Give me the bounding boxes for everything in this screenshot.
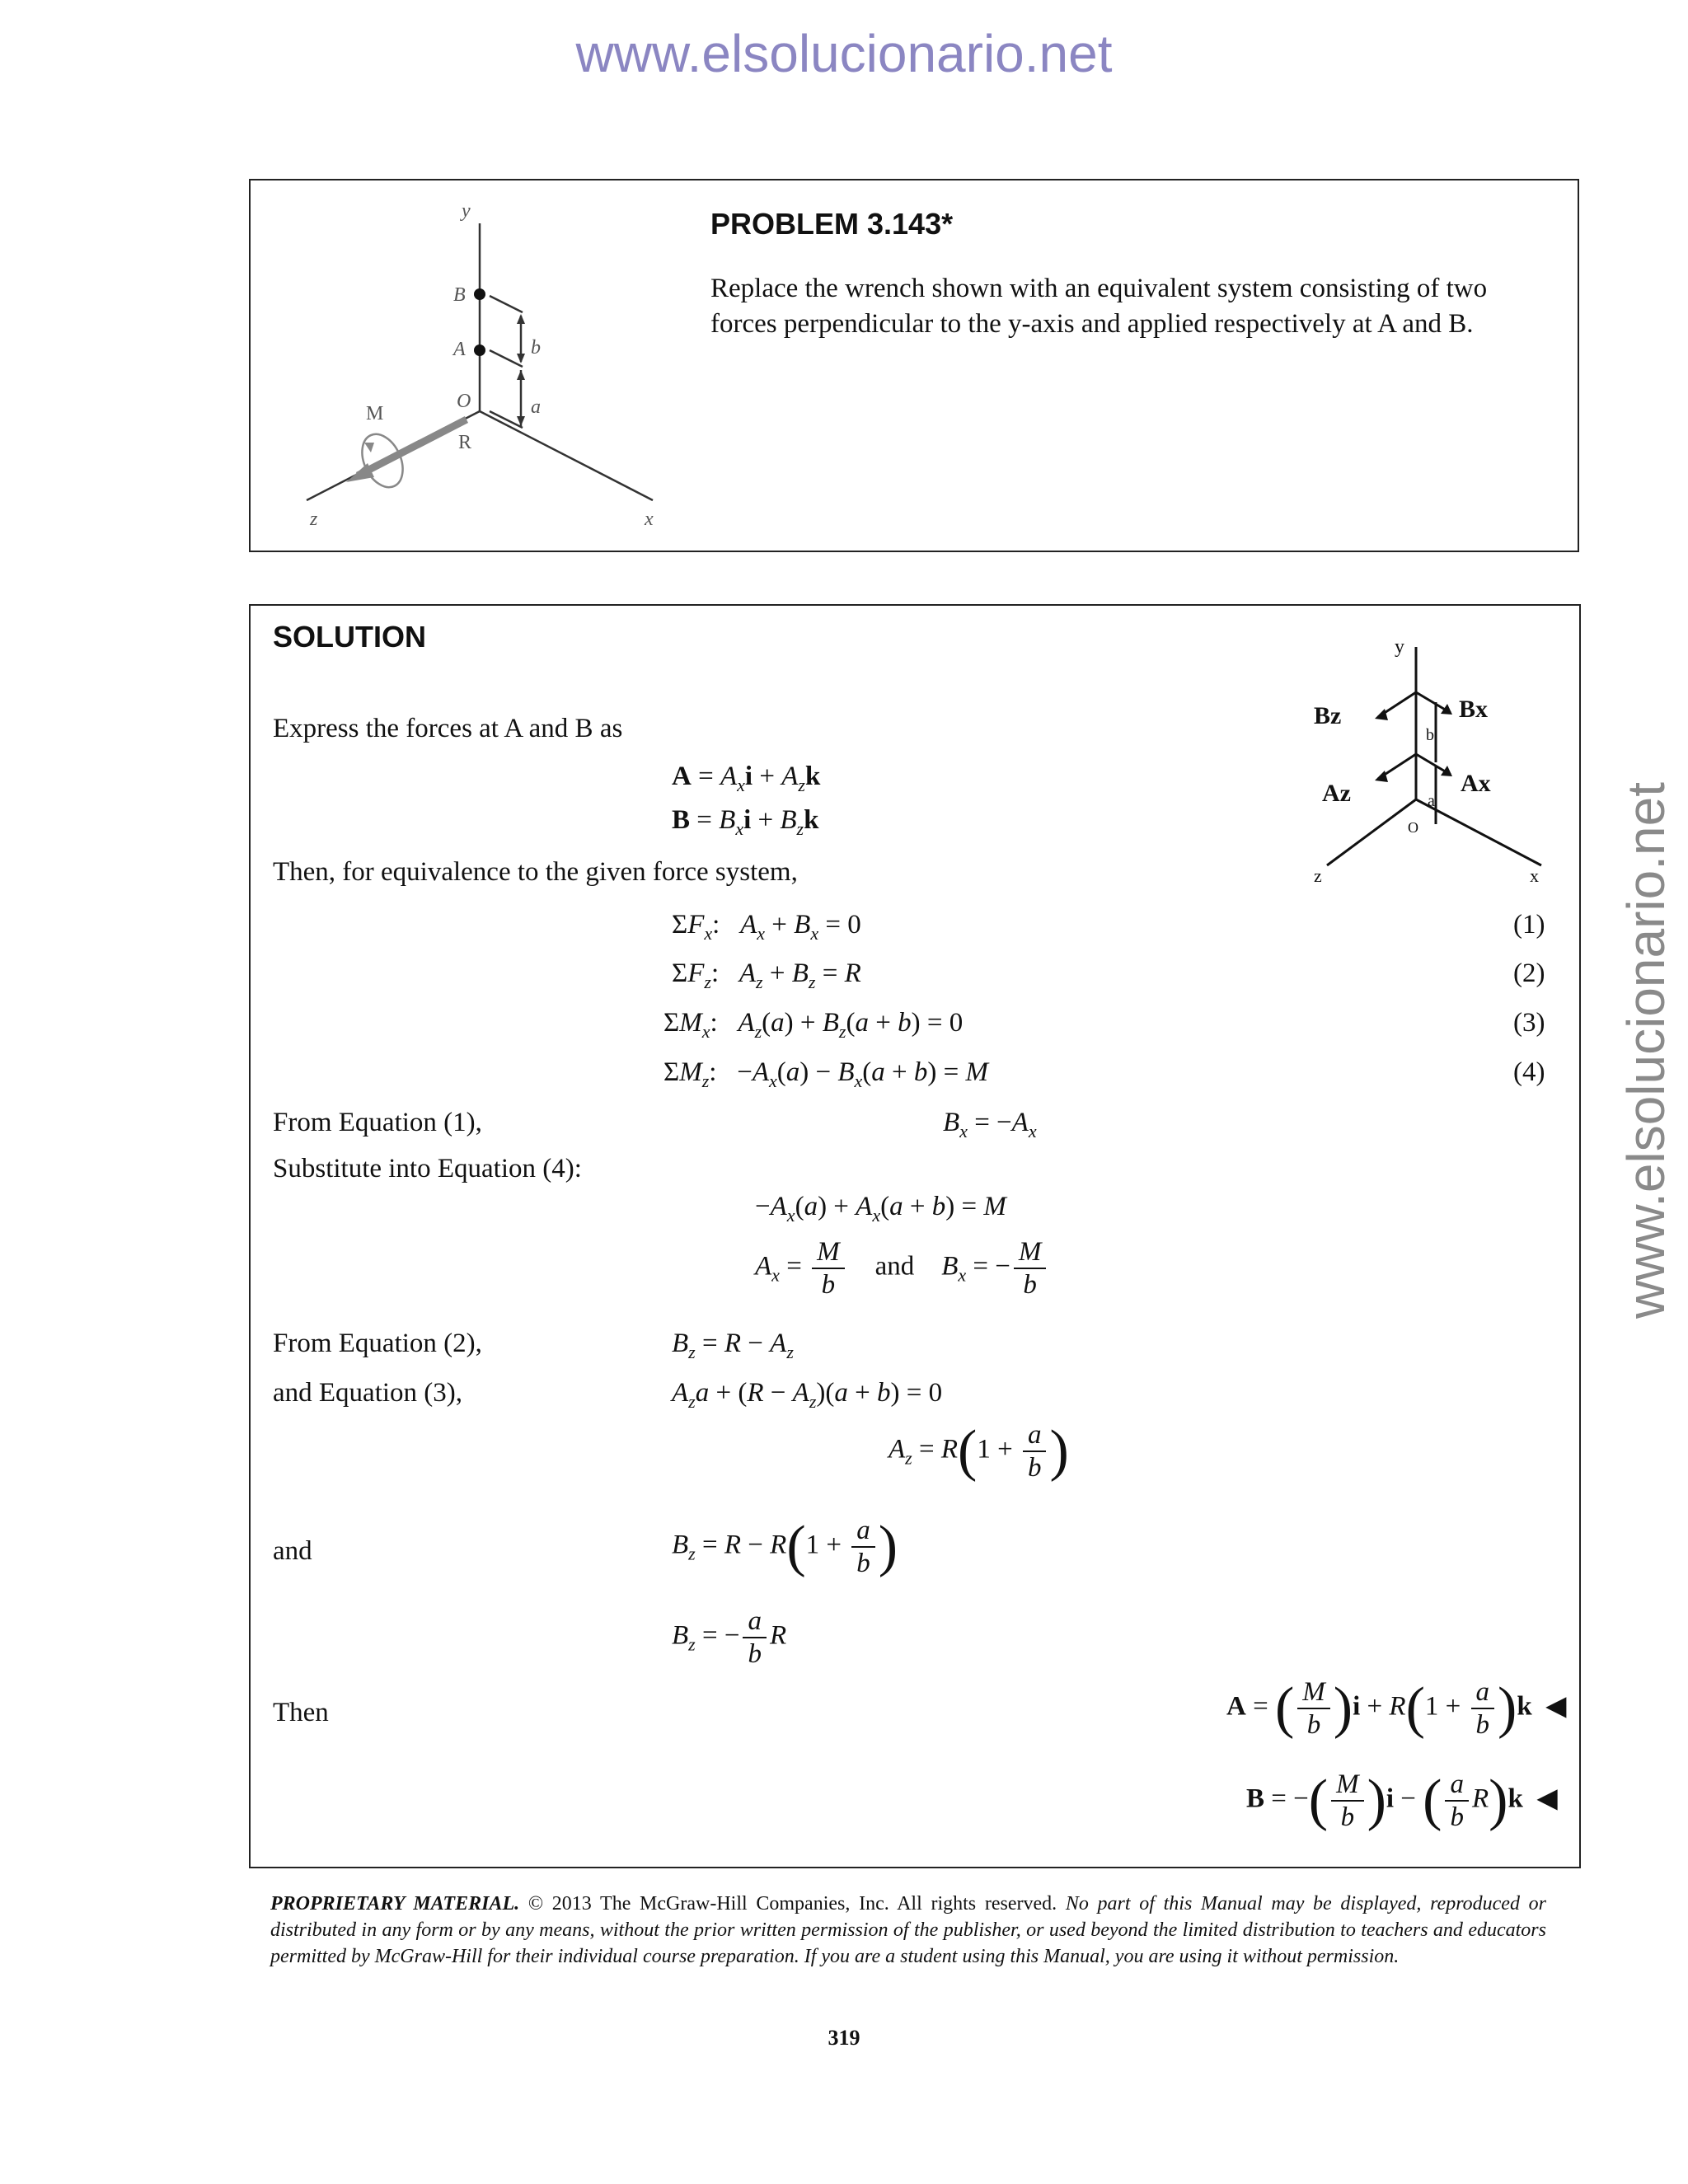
problem-figure — [251, 180, 679, 551]
sketch-label-Az: Az — [1322, 780, 1351, 807]
answer-A: A = ( $\frac{M}{b}$ )i + R(1 + $\frac{a}{b}$ )k ◀ — [1226, 1676, 1567, 1740]
sketch-label-y: y — [1395, 636, 1404, 658]
page-number: 319 — [828, 2026, 860, 2050]
text-substitute: Substitute into Equation (4): — [273, 1154, 582, 1183]
answer-B: B = −( $\frac{M}{b}$ )i − ( $\frac{a}{b}$ R)k ◀ — [1246, 1769, 1558, 1832]
fig-label-z: z — [310, 509, 318, 530]
text-from-eq2: From Equation (2), — [273, 1329, 482, 1358]
fig-label-A: A — [453, 339, 466, 360]
footer-italic-rest: No part of this Manual may be displayed, reproduced or distributed in any form or by any means, without the prior written permission of the publisher, or used beyond the limited distribution to teachers and educators permitted by McGraw-Hill for their individual course preparation. If you are a student using this Manual, you are using it without permission. — [270, 1893, 1546, 1967]
solution-sketch — [1302, 635, 1566, 898]
eq-number-3: (3) — [1513, 1008, 1545, 1038]
eq-sum-mz: $\Sigma M_z$: $-A_x(a) - B_x(a + b) = M$ — [663, 1057, 989, 1091]
eq-B-vector: $B = B_xi + B_zk$ — [672, 805, 819, 839]
sketch-label-O: O — [1408, 819, 1418, 836]
sketch-label-a: a — [1428, 792, 1435, 810]
problem-statement-line2: forces perpendicular to the y-axis and applied respectively at A and B. — [710, 309, 1474, 339]
fig-label-R: R — [458, 432, 472, 453]
eq-bz-expanded: $B_z = R - R(1$ + $\frac{a}{b}$ ) — [672, 1515, 898, 1578]
fig-label-x: x — [645, 509, 654, 530]
fig-label-M: M — [366, 403, 384, 424]
sketch-label-Ax: Ax — [1461, 770, 1491, 797]
eq-bz-from-eq2: $B_z = R - A_z$ — [672, 1329, 794, 1362]
text-then: Then — [273, 1698, 329, 1727]
watermark-top: www.elsolucionario.net — [575, 24, 1113, 83]
problem-title: PROBLEM 3.143* — [710, 207, 954, 241]
eq-substituted: $-A_x(a) + A_x(a + b) = M$ — [755, 1192, 1006, 1226]
eq-number-4: (4) — [1513, 1057, 1545, 1087]
eq-number-1: (1) — [1513, 910, 1545, 940]
text-then-equiv: Then, for equivalence to the given force system, — [273, 857, 798, 887]
text-and-eq3: and Equation (3), — [273, 1378, 463, 1408]
and-word: and — [874, 1251, 915, 1282]
watermark-side: www.elsolucionario.net — [1616, 782, 1676, 1319]
sketch-label-Bz: Bz — [1314, 702, 1342, 729]
solution-heading: SOLUTION — [273, 620, 426, 654]
text-from-eq1: From Equation (1), — [273, 1108, 482, 1137]
problem-statement-line1: Replace the wrench shown with an equivalent system consisting of two — [710, 274, 1488, 303]
text-and: and — [273, 1536, 312, 1566]
fig-label-y: y — [462, 200, 471, 222]
eq-bz-result: $B_z$ = − $\frac{a}{b}$ R — [672, 1606, 787, 1669]
eq-az-result: $A_z = R(1$ + $\frac{a}{b}$ ) — [889, 1419, 1069, 1483]
eq-bx: $B_x = -A_x$ — [943, 1108, 1037, 1141]
sketch-label-z: z — [1314, 865, 1322, 886]
sketch-label-b: b — [1426, 726, 1434, 744]
eq-ax-bx-result: $A_x$ = $\frac{M}{b}$ and $B_x$ = − $\frac{M}{b}$ — [755, 1236, 1049, 1301]
footer-bold-lead: PROPRIETARY MATERIAL. — [270, 1893, 520, 1915]
footer-copyright: © 2013 The McGraw-Hill Companies, Inc. All rights reserved. — [519, 1893, 1066, 1915]
eq-A-vector: $A = A_xi + A_zk$ — [672, 762, 821, 795]
eq-sum-fx: $\Sigma F_x$: $A_x + B_x = 0$ — [672, 910, 861, 944]
fig-label-a: a — [531, 396, 541, 418]
footer-notice — [270, 1891, 1546, 1970]
eq-number-2: (2) — [1513, 958, 1545, 988]
sketch-label-x: x — [1530, 865, 1539, 886]
fig-label-O: O — [457, 391, 471, 412]
sketch-label-Bx: Bx — [1459, 696, 1489, 723]
eq-from-eq3: $A_za + (R - A_z)(a + b) = 0$ — [672, 1378, 943, 1412]
eq-sum-mx: $\Sigma M_x$: $A_z(a) + B_z(a + b) = 0$ — [663, 1008, 964, 1042]
fig-label-B: B — [453, 284, 466, 306]
fig-label-b: b — [531, 337, 541, 359]
eq-sum-fz: $\Sigma F_z$: $A_z + B_z = R$ — [672, 958, 861, 992]
text-express: Express the forces at A and B as — [273, 714, 623, 743]
problem-box — [249, 179, 1579, 552]
